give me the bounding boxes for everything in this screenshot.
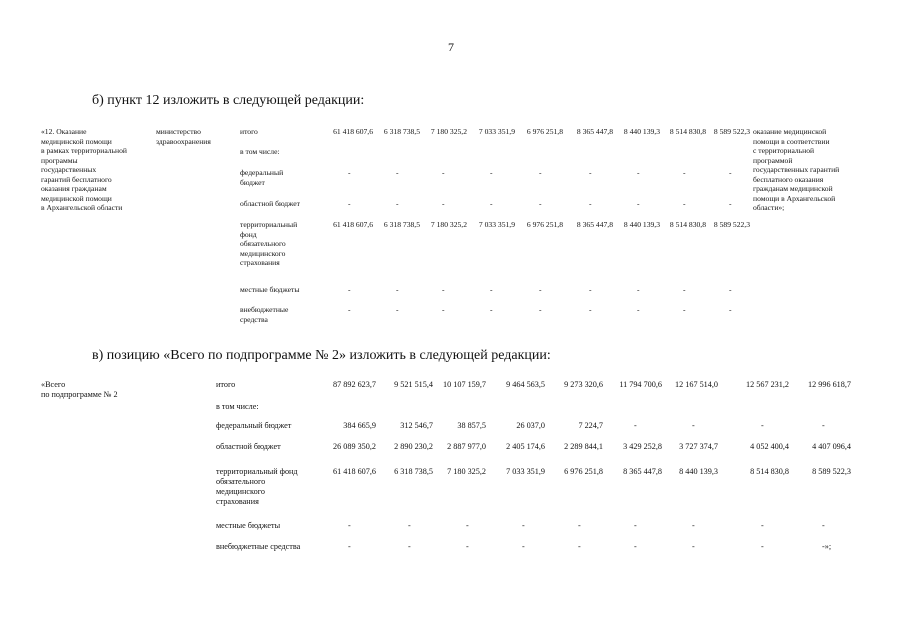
table2-cell: 2 890 230,2: [394, 442, 433, 451]
table2-cell: 312 546,7: [400, 421, 433, 430]
table2-row-label: итого: [216, 380, 236, 389]
table1-cell: -: [442, 168, 445, 177]
table2-cell: 4 407 096,4: [812, 442, 851, 451]
table2-cell: 9 273 320,6: [564, 380, 603, 389]
table1-cell: -: [442, 305, 445, 314]
table2-cell: -: [408, 542, 411, 551]
table1-cell: -: [589, 199, 592, 208]
table1-cell: -: [683, 305, 686, 314]
table2-cell: -: [761, 521, 764, 530]
table1-event-name: «12. Оказание медицинской помощи в рамках территориальной программы государственных гарантий бесплатного оказания гражданам медицинской помощи в Архангельской области: [41, 127, 127, 212]
table1-cell: 6 318 738,5: [383, 127, 420, 136]
table1-cell: -: [539, 305, 542, 314]
table1-row-label: внебюджетные средства: [240, 305, 289, 324]
table2-cell: -: [634, 521, 637, 530]
table1-cell: -: [637, 168, 640, 177]
table1-cell: -: [637, 285, 640, 294]
amendment-heading-item-12: б) пункт 12 изложить в следующей редакции:: [92, 93, 365, 108]
table1-cell: 6 976 251,8: [526, 220, 563, 229]
amendment-heading-subprogram-total: в) позицию «Всего по подпрограмме № 2» изложить в следующей редакции:: [92, 348, 551, 363]
table2-cell: 8 589 522,3: [812, 467, 851, 476]
table2-cell: 4 052 400,4: [750, 442, 789, 451]
table2-cell: -: [692, 542, 695, 551]
table1-cell: 8 589 522,3: [713, 127, 750, 136]
table1-cell: 8 514 830,8: [669, 220, 706, 229]
table1-cell: 61 418 607,6: [333, 220, 373, 229]
table1-cell: -: [396, 285, 399, 294]
table1-cell: -: [348, 199, 351, 208]
table1-row-label: итого: [240, 127, 258, 136]
table1-cell: -: [539, 199, 542, 208]
table2-cell: 38 857,5: [457, 421, 486, 430]
table2-cell: 26 037,0: [516, 421, 545, 430]
table2-cell: 8 514 830,8: [750, 467, 789, 476]
table2-cell: -: [634, 421, 637, 430]
table1-cell: 7 180 325,2: [430, 127, 467, 136]
table2-cell: -: [348, 542, 351, 551]
table2-cell: 26 089 350,2: [333, 442, 376, 451]
table1-cell: -: [729, 305, 732, 314]
table1-cell: -: [490, 199, 493, 208]
table1-executor: министерство здравоохранения: [156, 127, 211, 146]
table2-cell: -: [466, 521, 469, 530]
table1-cell: -: [396, 199, 399, 208]
page-number: 7: [448, 40, 454, 54]
table1-cell: -: [396, 305, 399, 314]
table1-cell: 61 418 607,6: [333, 127, 373, 136]
table1-cell: -: [490, 285, 493, 294]
table2-cell: 7 180 325,2: [447, 467, 486, 476]
table1-cell: -: [729, 199, 732, 208]
table1-cell: -: [683, 285, 686, 294]
table2-row-label: территориальный фонд обязательного медицинского страхования: [216, 467, 298, 506]
table1-cell: -: [396, 168, 399, 177]
table1-row-label: местные бюджеты: [240, 285, 300, 294]
table1-cell: -: [589, 168, 592, 177]
table2-cell: 12 567 231,2: [746, 380, 789, 389]
table1-expected-result: оказание медицинской помощи в соответствии с территориальной программой государственных гарантий бесплатного оказания гражданам медицинской помощи в Архангельской области»;: [753, 127, 840, 212]
table1-cell: 8 589 522,3: [713, 220, 750, 229]
table2-row-label: областной бюджет: [216, 442, 281, 451]
table2-cell: 61 418 607,6: [333, 467, 376, 476]
table2-cell: 9 464 563,5: [506, 380, 545, 389]
table2-cell: 2 887 977,0: [447, 442, 486, 451]
table1-cell: -: [490, 305, 493, 314]
table2-cell: -: [822, 521, 825, 530]
table2-cell: -: [408, 521, 411, 530]
table2-cell: 10 107 159,7: [443, 380, 486, 389]
table2-cell: -: [348, 521, 351, 530]
table2-row-label: внебюджетные средства: [216, 542, 301, 551]
table2-cell: 7 224,7: [578, 421, 603, 430]
table2-cell: 3 727 374,7: [679, 442, 718, 451]
table2-cell: 12 996 618,7: [808, 380, 851, 389]
table2-cell: -: [692, 521, 695, 530]
table2-cell: -: [466, 542, 469, 551]
table1-cell: -: [637, 305, 640, 314]
table1-cell: -: [539, 168, 542, 177]
table2-cell: -: [522, 542, 525, 551]
table2-cell: 2 289 844,1: [564, 442, 603, 451]
table1-cell: 6 976 251,8: [526, 127, 563, 136]
table2-cell: 8 440 139,3: [679, 467, 718, 476]
table1-cell: -: [348, 285, 351, 294]
table1-cell: -: [683, 199, 686, 208]
table2-cell: 87 892 623,7: [333, 380, 376, 389]
table2-cell: 9 521 515,4: [394, 380, 433, 389]
table2-cell: -: [761, 421, 764, 430]
table2-cell: 12 167 514,0: [675, 380, 718, 389]
table2-row-label: в том числе:: [216, 402, 259, 411]
table1-cell: 8 440 139,3: [623, 220, 660, 229]
table1-row-label: федеральный бюджет: [240, 168, 284, 187]
table1-cell: 7 033 351,9: [478, 220, 515, 229]
table2-cell: 384 665,9: [343, 421, 376, 430]
table1-cell: -: [589, 285, 592, 294]
table2-cell: -: [692, 421, 695, 430]
table1-cell: -: [729, 285, 732, 294]
table2-cell: -: [634, 542, 637, 551]
table1-cell: 8 514 830,8: [669, 127, 706, 136]
table2-position-name: «Всего по подпрограмме № 2: [41, 380, 118, 399]
table2-row-label: федеральный бюджет: [216, 421, 292, 430]
table1-cell: -: [348, 168, 351, 177]
table1-row-label: в том числе:: [240, 147, 280, 156]
table1-cell: 8 440 139,3: [623, 127, 660, 136]
table1-cell: -: [683, 168, 686, 177]
table2-cell: -»;: [822, 542, 832, 551]
table1-cell: -: [442, 285, 445, 294]
table1-row-label: территориальный фонд обязательного медицинского страхования: [240, 220, 298, 267]
table2-cell: 6 318 738,5: [394, 467, 433, 476]
table2-cell: 2 405 174,6: [506, 442, 545, 451]
table2-cell: 7 033 351,9: [506, 467, 545, 476]
table2-cell: 8 365 447,8: [623, 467, 662, 476]
table2-cell: 6 976 251,8: [564, 467, 603, 476]
table2-cell: -: [578, 542, 581, 551]
table1-cell: -: [589, 305, 592, 314]
table2-cell: 3 429 252,8: [623, 442, 662, 451]
table2-cell: 11 794 700,6: [619, 380, 662, 389]
table1-cell: 7 033 351,9: [478, 127, 515, 136]
table1-row-label: областной бюджет: [240, 199, 300, 208]
table1-cell: 6 318 738,5: [383, 220, 420, 229]
table1-cell: 8 365 447,8: [576, 220, 613, 229]
table2-cell: -: [522, 521, 525, 530]
table1-cell: -: [539, 285, 542, 294]
table1-cell: -: [442, 199, 445, 208]
table1-cell: -: [729, 168, 732, 177]
table2-cell: -: [578, 521, 581, 530]
table1-cell: -: [348, 305, 351, 314]
table2-cell: -: [822, 421, 825, 430]
table1-cell: 7 180 325,2: [430, 220, 467, 229]
table1-cell: 8 365 447,8: [576, 127, 613, 136]
table1-cell: -: [637, 199, 640, 208]
table2-cell: -: [761, 542, 764, 551]
table2-row-label: местные бюджеты: [216, 521, 281, 530]
table1-cell: -: [490, 168, 493, 177]
